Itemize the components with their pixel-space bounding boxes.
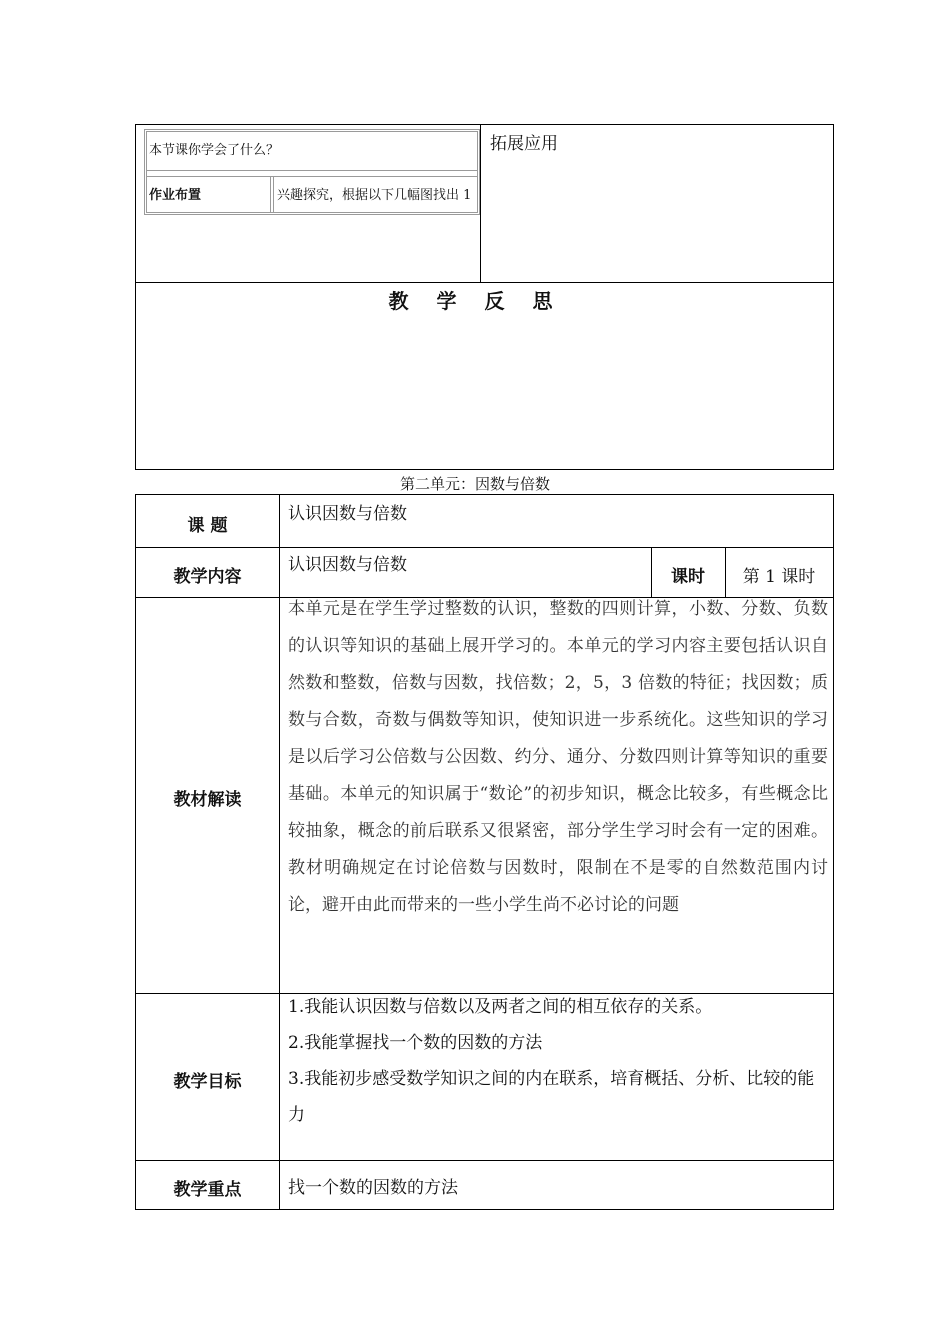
nested-column-divider: [270, 177, 274, 213]
label-column-divider: [279, 495, 280, 1209]
top-column-divider: [480, 125, 481, 282]
key-value: 找一个数的因数的方法: [288, 1178, 458, 1198]
period-value: 第 1 课时: [742, 567, 816, 587]
goal-item: 1.我能认识因数与倍数以及两者之间的相互依存的关系。: [288, 997, 713, 1017]
key-label: 教学重点: [173, 1180, 242, 1200]
goal-item: 3.我能初步感受数学知识之间的内在联系，培育概括、分析、比较的能力: [288, 1069, 815, 1125]
nested-row-divider: [147, 170, 477, 177]
topic-value: 认识因数与倍数: [288, 504, 407, 524]
extension-label: 拓展应用: [490, 134, 558, 154]
goal-list: [288, 989, 828, 1133]
goal-label: 教学目标: [173, 1072, 242, 1092]
reflection-header: 教学反思: [388, 289, 581, 313]
goal-item: 2.我能掌握找一个数的因数的方法: [288, 1033, 543, 1053]
top-table: [135, 124, 834, 470]
summary-prompt: 本节课你学会了什么？: [149, 143, 280, 158]
topic-label: 课 题: [187, 516, 228, 536]
unit-title: 第二单元：因数与倍数: [399, 475, 550, 493]
period-label: 课时: [671, 567, 705, 587]
content-label: 教学内容: [173, 567, 242, 587]
nested-summary-table: [144, 129, 480, 215]
material-text: 本单元是在学生学过整数的认识，整数的四则计算，小数、分数、负数的认识等知识的基础上展开学习的。本单元的学习内容主要包括认识自然数和整数，倍数与因数，找倍数；2，5，3 倍数的特征；找因数；质数与合数，奇数与偶数等知识，使知识进一步系统化。这些知识的学习是以后学习公倍数与公因数、约分、通分、分数四则计算等知识的重要基础。本单元的知识属于“数论”的初步知识，概念比较多，有些概念比较抽象，概念的前后联系又很紧密，部分学生学习时会有一定的困难。教材明确规定在讨论倍数与因数时，限制在不是零的自然数范围内讨论，避开由此而带来的一些小学生尚不必讨论的问题: [288, 599, 828, 915]
top-row-divider: [136, 282, 833, 283]
homework-text: 兴趣探究，根据以下几幅图找出 1: [277, 188, 472, 203]
lesson-table: [135, 494, 834, 1210]
row-divider-4: [136, 1160, 833, 1161]
homework-label: 作业布置: [149, 188, 202, 203]
row-divider-1: [136, 547, 833, 548]
content-value: 认识因数与倍数: [288, 555, 407, 575]
material-label: 教材解读: [173, 790, 242, 810]
